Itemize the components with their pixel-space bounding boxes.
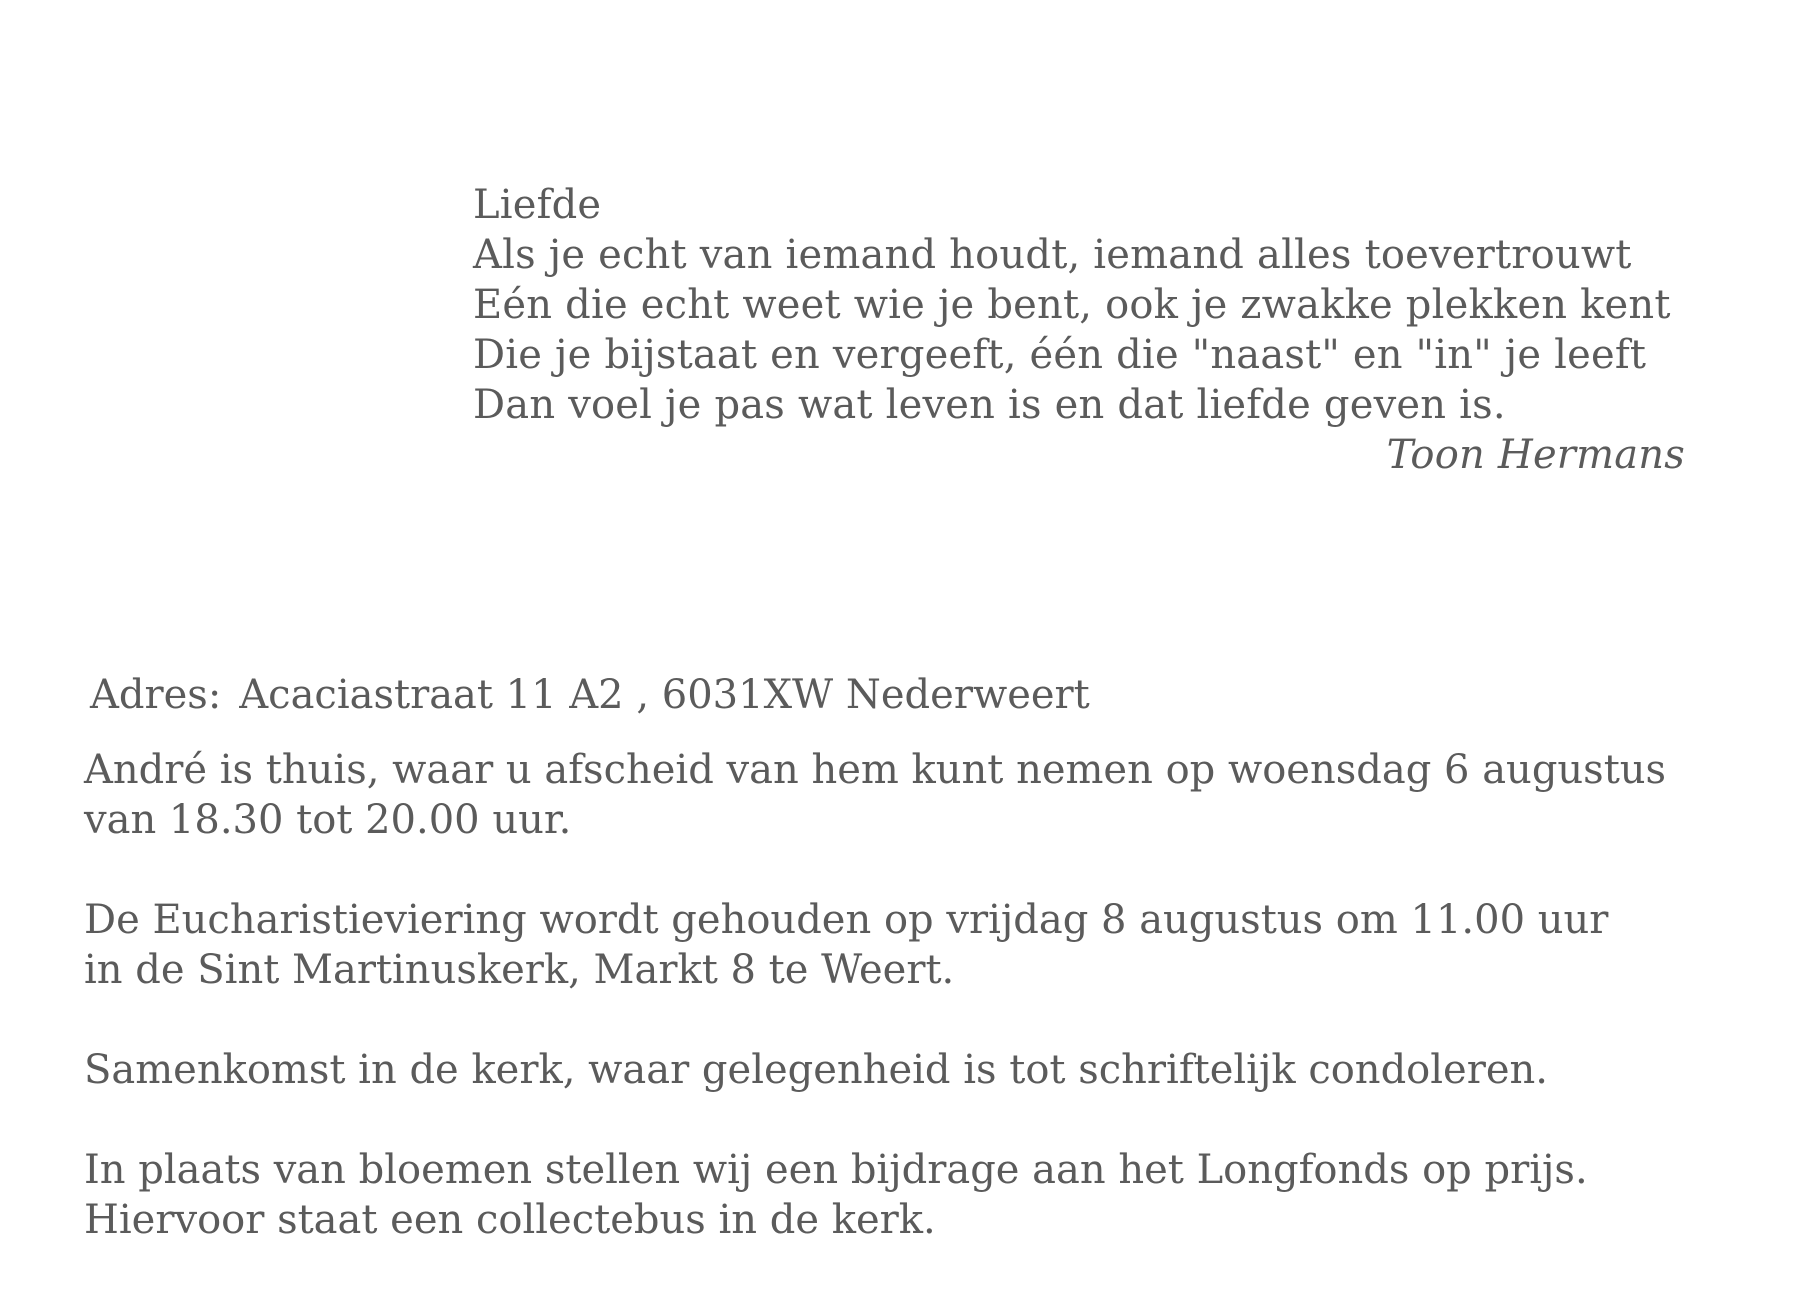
notice-paragraph-gathering [84,1045,1784,1095]
poem-title: Liefde [473,182,602,228]
poem-author: Toon Hermans [1386,432,1685,478]
notice-paragraph-visitation [84,745,1784,845]
notice-line: Samenkomst in de kerk, waar gelegenheid is tot schriftelijk condoleren. [84,1047,1548,1093]
notice-line: In plaats van bloemen stellen wij een bijdrage aan het Longfonds op prijs. [84,1147,1588,1193]
notice-line: De Eucharistieviering wordt gehouden op vrijdag 8 augustus om 11.00 uur [84,897,1609,943]
address-label: Adres: [90,672,222,718]
notice-line: Hiervoor staat een collectebus in de kerk. [84,1197,936,1243]
notice-block [84,745,1784,1295]
notice-line: van 18.30 tot 20.00 uur. [84,797,572,843]
notice-paragraph-service [84,895,1784,995]
notice-paragraph-donation [84,1145,1784,1245]
address-line [90,670,1090,720]
poem-line: Dan voel je pas wat leven is en dat liefde geven is. [473,382,1506,428]
poem-line: Eén die echt weet wie je bent, ook je zwakke plekken kent [473,282,1671,328]
poem-block [473,180,1693,480]
poem-line: Die je bijstaat en vergeeft, één die "naast" en "in" je leeft [473,332,1647,378]
poem-line: Als je echt van iemand houdt, iemand alles toevertrouwt [473,232,1632,278]
notice-line: André is thuis, waar u afscheid van hem kunt nemen op woensdag 6 augustus [84,747,1667,793]
notice-line: in de Sint Martinuskerk, Markt 8 te Weert. [84,947,955,993]
address-value: Acaciastraat 11 A2 , 6031XW Nederweert [239,672,1090,718]
